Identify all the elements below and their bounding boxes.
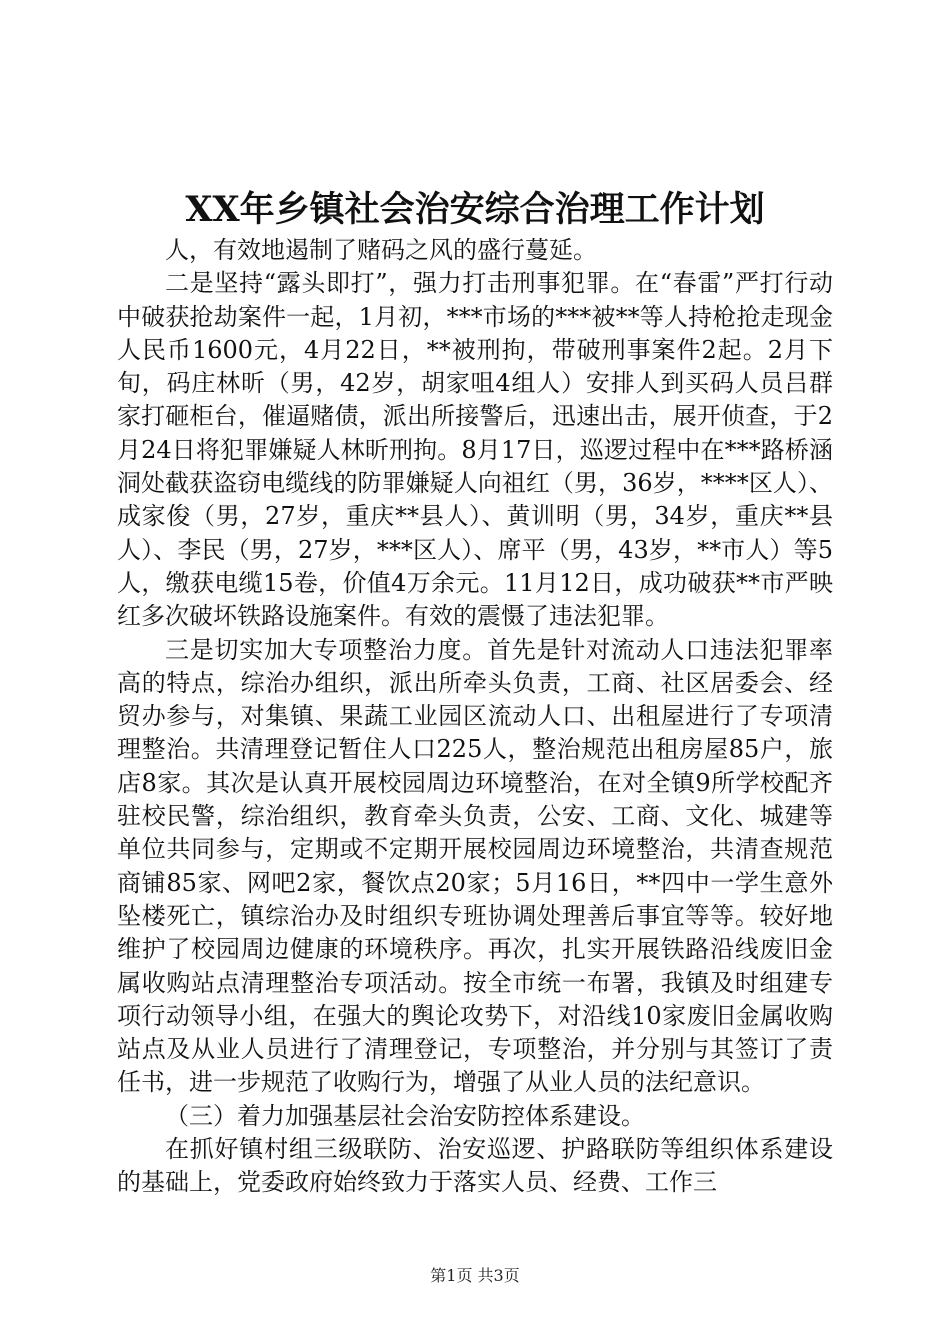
section-heading-3: （三）着力加强基层社会治安防控体系建设。 <box>165 1101 645 1130</box>
paragraph-continuation: 人，有效地遏制了赌码之风的盛行蔓延。 <box>165 236 597 264</box>
paragraph-prevention-system: 在抓好镇村组三级联防、治安巡逻、护路联防等组织体系建设的基础上，党委政府始终致力于落实人员、经费、工作三 <box>117 1135 833 1197</box>
page-footer: 第1页 共3页 <box>430 1266 520 1285</box>
document-body <box>117 234 833 1200</box>
document-title: XX年乡镇社会治安综合治理工作计划 <box>185 189 765 230</box>
paragraph-special-rectification: 三是切实加大专项整治力度。首先是针对流动人口违法犯罪率高的特点，综治办组织，派出所牵头负责，工商、社区居委会、经贸办参与，对集镇、果蔬工业园区流动人口、出租屋进行了专项清理整治。共清理登记暂住人口225人，整治规范出租房屋85户，旅店8家。其次是认真开展校园周边环境整治，在对全镇9所学校配齐驻校民警，综治组织，教育牵头负责，公安、工商、文化、城建等单位共同参与，定期或不定期开展校园周边环境整治，共清查规范商铺85家、网吧2家，餐饮点20家；5月16日，**四中一学生意外坠楼死亡，镇综治办及时组织专班协调处理善后事宜等等。较好地维护了校园周边健康的环境秩序。再次，扎实开展铁路沿线废旧金属收购站点清理整治专项活动。按全市统一布署，我镇及时组建专项行动领导小组，在强大的舆论攻势下，对沿线10家废旧金属收购站点及从业人员进行了清理登记，专项整治，并分别与其签订了责任书，进一步规范了收购行为，增强了从业人员的法纪意识。 <box>117 635 833 1097</box>
paragraph-criminal-crackdown: 二是坚持“露头即打”，强力打击刑事犯罪。在“春雷”严打行动中破获抢劫案件一起，1月初，***市场的***被**等人持枪抢走现金人民币1600元，4月22日，**被刑拘，带破刑事案件2起。2月下旬，码庄林昕（男，42岁，胡家咀4组人）安排人到买码人员吕群家打砸柜台，催逼赌债，派出所接警后，迅速出击，展开侦查，于2月24日将犯罪嫌疑人林昕刑拘。8月17日，巡逻过程中在***路桥涵洞处截获盗窃电缆线的防罪嫌疑人向祖红（男，36岁，****区人）、成家俊（男，27岁，重庆**县人）、黄训明（男，34岁，重庆**县人）、李民（男，27岁，***区人）、席平（男，43岁，**市人）等5人，缴获电缆15卷，价值4万余元。11月12日，成功破获**市严映红多次破坏铁路设施案件。有效的震慑了违法犯罪。 <box>117 269 833 631</box>
